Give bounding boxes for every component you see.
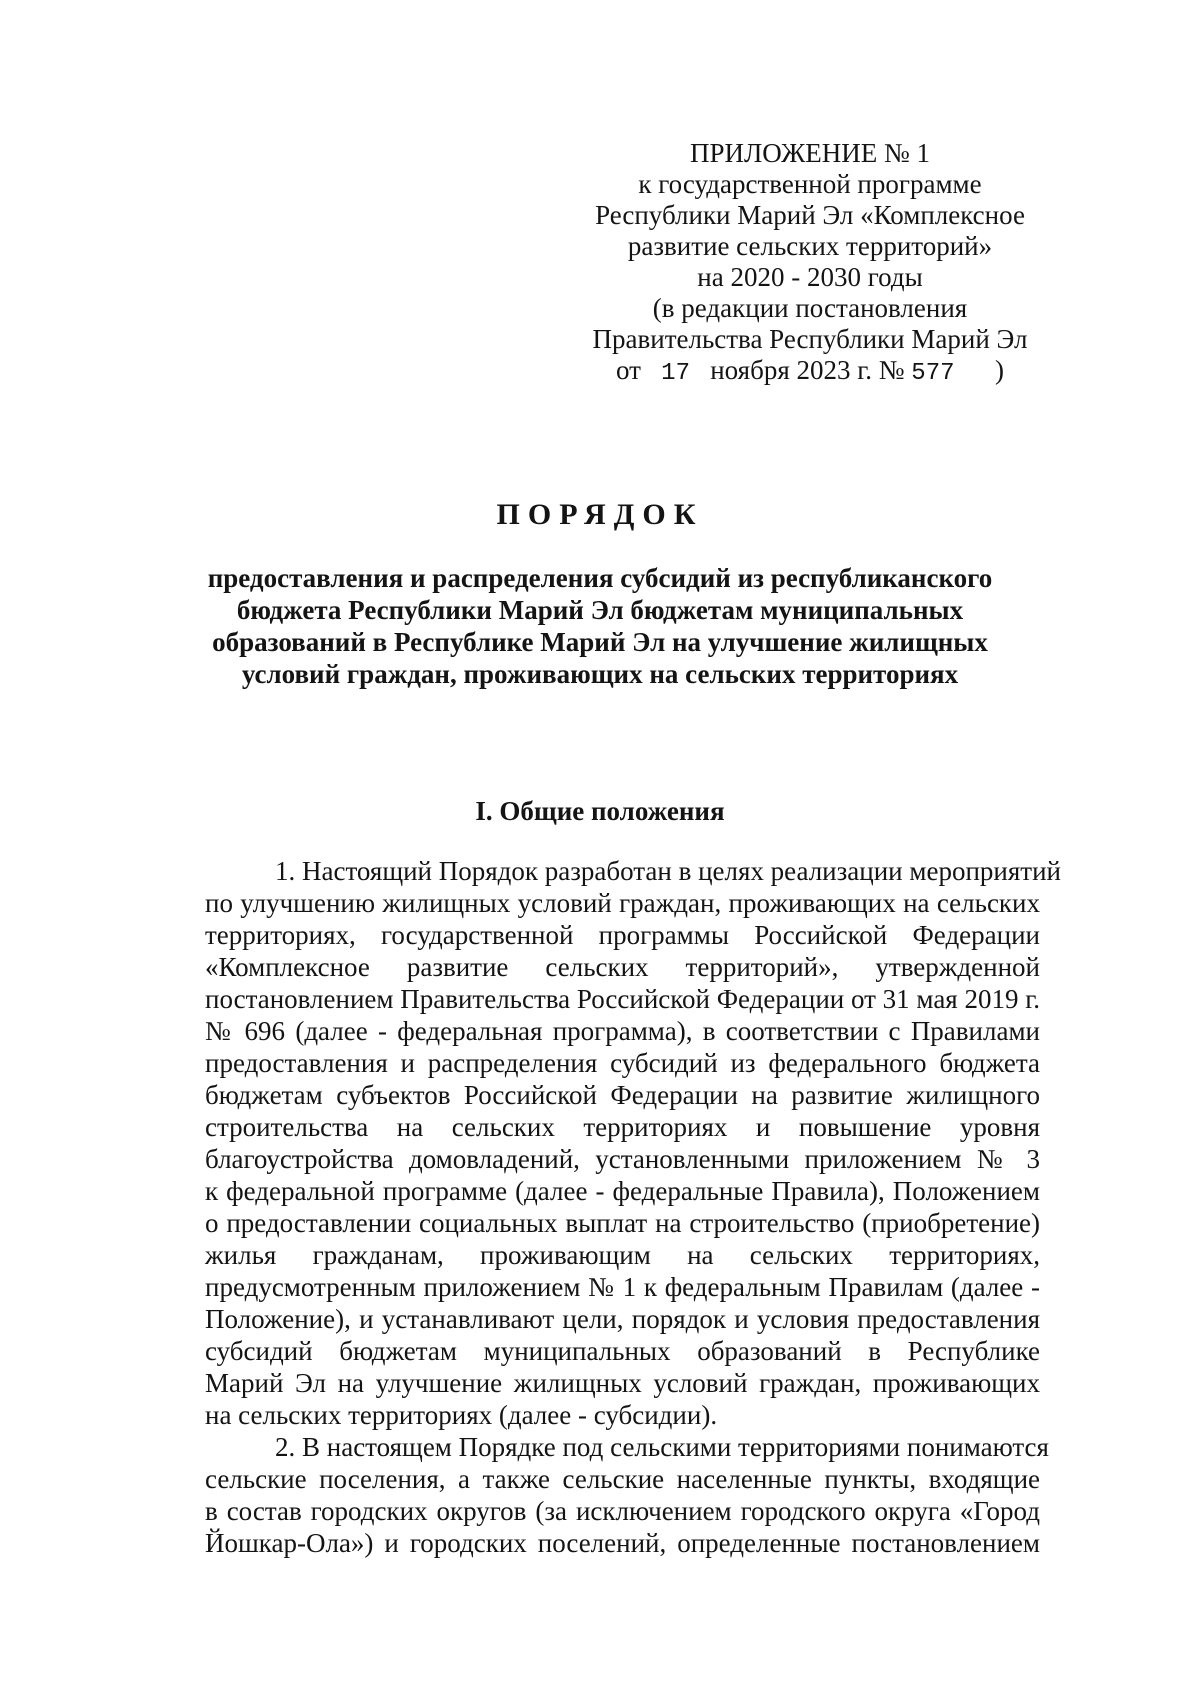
document-subtitle (200, 562, 1000, 690)
appendix-line: к государственной программе (638, 169, 982, 199)
appendix-line: Республики Марий Эл «Комплексное (595, 200, 1025, 230)
text-line: субсидий бюджетам муниципальных образований в Республике (205, 1336, 1040, 1366)
text-line: по улучшению жилищных условий граждан, проживающих на сельских (205, 888, 1040, 918)
text-line: постановлением Правительства Российской Федерации от 31 мая 2019 г. (205, 984, 1040, 1014)
text-line: «Комплексное развитие сельских территорий», утвержденной (205, 952, 1040, 982)
appendix-line: ПРИЛОЖЕНИЕ № 1 (689, 138, 931, 168)
appendix-line: развитие сельских территорий» (627, 231, 993, 261)
appendix-line: (в редакции постановления (652, 293, 968, 323)
text-line: на сельских территориях (далее - субсидии). (205, 1400, 718, 1430)
date-day: 17 (661, 360, 690, 387)
appendix-date-line (560, 355, 1060, 389)
date-prefix: от (615, 355, 641, 385)
text-line: Положение), и устанавливают цели, порядок и условия предоставления (205, 1304, 1040, 1334)
appendix-block (560, 138, 1060, 389)
text-line: № 696 (далее - федеральная программа), в соответствии с Правилами (205, 1016, 1040, 1046)
text-line: к федеральной программе (далее - федеральные Правила), Положением (205, 1176, 1040, 1206)
text-line: строительства на сельских территориях и повышение уровня (205, 1112, 1040, 1142)
paragraph-1 (205, 855, 1061, 1431)
subtitle-line: условий граждан, проживающих на сельских территориях (241, 659, 959, 689)
appendix-line: на 2020 - 2030 годы (697, 262, 923, 292)
text-line: предусмотренным приложением № 1 к федеральным Правилам (далее - (205, 1272, 1040, 1302)
date-suffix: ) (995, 355, 1005, 385)
text-line: в состав городских округов (за исключением городского округа «Город (205, 1496, 1040, 1526)
date-month-year: ноября 2023 г. № (710, 355, 905, 385)
text-line: Йошкар-Ола») и городских поселений, определенные постановлением (205, 1528, 1040, 1558)
paragraph-2 (205, 1431, 1049, 1559)
subtitle-line: предоставления и распределения субсидий из республиканского (207, 563, 993, 593)
text-line: 1. Настоящий Порядок разработан в целях реализации мероприятий (275, 856, 1061, 886)
text-line: благоустройства домовладений, установленными приложением № 3 (205, 1144, 1040, 1174)
subtitle-line: образований в Республике Марий Эл на улучшение жилищных (212, 627, 988, 657)
resolution-number: 577 (911, 360, 955, 387)
document-title: ПОРЯДОК (496, 498, 704, 531)
text-line: бюджетам субъектов Российской Федерации на развитие жилищного (205, 1080, 1040, 1110)
text-line: 2. В настоящем Порядке под сельскими территориями понимаются (275, 1432, 1049, 1462)
text-line: о предоставлении социальных выплат на строительство (приобретение) (205, 1208, 1040, 1238)
text-line: сельские поселения, а также сельские населенные пункты, входящие (205, 1464, 1040, 1494)
subtitle-line: бюджета Республики Марий Эл бюджетам муниципальных (236, 595, 964, 625)
body-text (205, 855, 1061, 1559)
text-line: территориях, государственной программы Российской Федерации (205, 920, 1040, 950)
section-heading: I. Общие положения (475, 796, 725, 826)
appendix-line: Правительства Республики Марий Эл (592, 324, 1028, 354)
text-line: Марий Эл на улучшение жилищных условий граждан, проживающих (205, 1368, 1040, 1398)
text-line: предоставления и распределения субсидий из федерального бюджета (205, 1048, 1040, 1078)
text-line: жилья гражданам, проживающим на сельских территориях, (205, 1240, 1040, 1270)
